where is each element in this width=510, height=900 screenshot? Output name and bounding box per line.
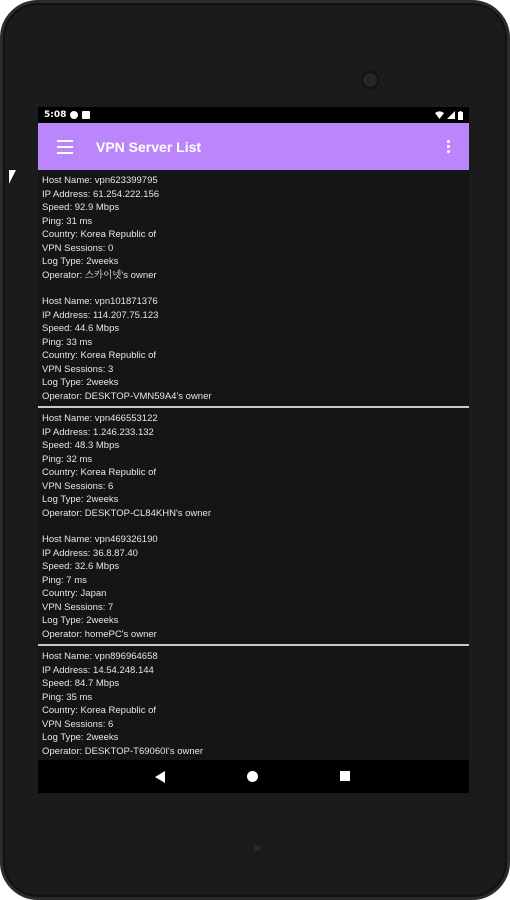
sensor <box>254 845 260 851</box>
recents-icon[interactable] <box>340 771 350 781</box>
server-item[interactable] <box>38 412 469 520</box>
server-item[interactable] <box>38 533 469 641</box>
server-detail-line: Speed: 44.6 Mbps <box>42 323 120 334</box>
server-detail-line: Host Name: vpn623399795 <box>42 175 158 186</box>
status-bar <box>38 107 469 123</box>
server-detail-line: Speed: 84.7 Mbps <box>42 678 120 689</box>
server-detail-line: Operator: DESKTOP-CL84KHN's owner <box>42 507 212 519</box>
status-time: 5:08 <box>44 110 67 120</box>
server-detail-line: IP Address: 36.8.87.40 <box>42 547 138 559</box>
server-detail-line: Operator: homePC's owner <box>42 628 157 640</box>
home-icon[interactable] <box>247 771 258 782</box>
hamburger-menu-icon[interactable] <box>57 140 73 154</box>
server-detail-line: VPN Sessions: 0 <box>42 242 114 254</box>
server-detail-line: Ping: 32 ms <box>42 453 93 465</box>
server-detail-line: IP Address: 114.207.75.123 <box>42 309 159 321</box>
server-detail-line: IP Address: 61.254.222.156 <box>42 188 160 200</box>
notification-icon <box>70 111 78 119</box>
server-detail-line: Host Name: vpn466553122 <box>42 413 158 424</box>
server-detail-line: Host Name: vpn896964658 <box>42 651 158 662</box>
server-detail-line: Log Type: 2weeks <box>42 256 119 267</box>
server-detail-line: Host Name: vpn101871376 <box>42 296 158 307</box>
navigation-bar <box>38 760 469 793</box>
server-detail-line: Ping: 31 ms <box>42 215 93 227</box>
server-detail-line: Speed: 48.3 Mbps <box>42 440 120 451</box>
signal-icon <box>447 111 455 119</box>
server-detail-line: IP Address: 1.246.233.132 <box>42 426 154 438</box>
server-detail-line: Ping: 33 ms <box>42 336 93 348</box>
wifi-icon <box>435 111 444 119</box>
app-bar <box>38 123 469 170</box>
server-detail-line: Ping: 35 ms <box>42 691 93 703</box>
server-detail-line: VPN Sessions: 3 <box>42 363 114 375</box>
server-detail-line: Log Type: 2weeks <box>42 615 119 626</box>
battery-icon <box>458 111 463 120</box>
server-detail-line: IP Address: 14.54.248.144 <box>42 664 154 676</box>
server-detail-line: Speed: 92.9 Mbps <box>42 202 120 213</box>
server-detail-line: Log Type: 2weeks <box>42 732 119 743</box>
more-vert-icon[interactable] <box>447 140 451 153</box>
server-item[interactable] <box>38 650 469 758</box>
server-group[interactable] <box>38 170 469 408</box>
server-detail-line: Host Name: vpn469326190 <box>42 534 158 545</box>
server-detail-line: Country: Korea Republic of <box>42 705 157 716</box>
server-detail-line: Log Type: 2weeks <box>42 494 119 505</box>
sd-card-icon <box>82 111 90 119</box>
server-detail-line: Country: Korea Republic of <box>42 350 157 361</box>
server-detail-line: Ping: 7 ms <box>42 574 87 586</box>
screen <box>38 107 469 793</box>
server-detail-line: VPN Sessions: 6 <box>42 480 114 492</box>
back-icon[interactable] <box>155 771 165 783</box>
page-title: VPN Server List <box>96 138 202 155</box>
server-detail-line: Operator: 스카이넷's owner <box>42 269 157 281</box>
front-camera <box>361 71 379 89</box>
server-detail-line: Speed: 32.6 Mbps <box>42 561 120 572</box>
server-list[interactable] <box>38 170 469 760</box>
server-detail-line: Country: Japan <box>42 588 107 599</box>
server-detail-line: VPN Sessions: 7 <box>42 601 114 613</box>
server-detail-line: Log Type: 2weeks <box>42 377 119 388</box>
server-detail-line: Country: Korea Republic of <box>42 467 157 478</box>
server-detail-line: Operator: DESKTOP-T69060I's owner <box>42 745 204 757</box>
server-detail-line: VPN Sessions: 6 <box>42 718 114 730</box>
mouse-cursor-icon <box>9 170 16 184</box>
server-detail-line: Country: Korea Republic of <box>42 229 157 240</box>
server-item[interactable] <box>38 174 469 282</box>
server-detail-line: Operator: DESKTOP-VMN59A4's owner <box>42 390 212 402</box>
server-group[interactable] <box>38 408 469 646</box>
server-item[interactable] <box>38 295 469 403</box>
